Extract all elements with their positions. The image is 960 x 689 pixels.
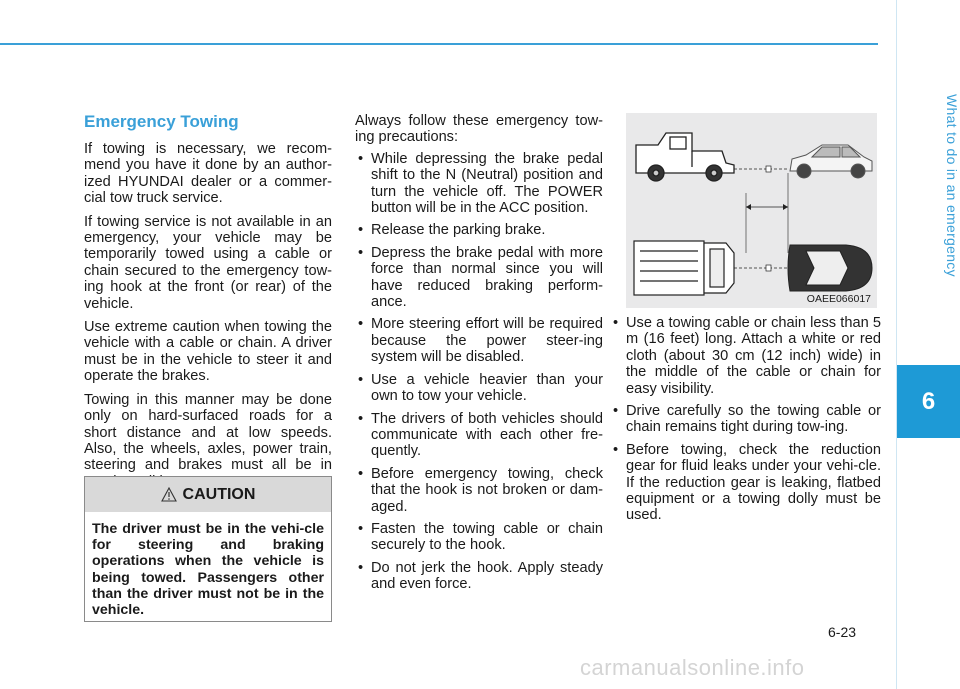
list-item: • Before emergency towing, check that the hook is not broken or dam-aged. xyxy=(355,466,603,515)
list-item: • Use a vehicle heavier than your own to tow your vehicle. xyxy=(355,372,603,405)
list-item: • Depress the brake pedal with more force than normal since you will have reduced braking perform-ance. xyxy=(355,245,603,311)
warning-icon xyxy=(161,487,177,502)
paragraph: Towing in this manner may be done only on hard-surfaced roads for a short distance and at low speeds. Also, the wheels, axles, power train, steering and brakes must all be in xyxy=(84,391,332,474)
right-column xyxy=(610,315,881,530)
caution-header xyxy=(85,477,331,512)
list-item: • Fasten the towing cable or chain securely to the hook. xyxy=(355,521,603,554)
middle-column xyxy=(355,113,603,599)
paragraph: If towing is necessary, we recom-mend you have it done by an author-ized HYUNDAI dealer or a commer-cial tow truck service. xyxy=(84,141,332,207)
tow-truck-side xyxy=(636,133,734,181)
header-rule xyxy=(0,43,878,45)
list-item: • The drivers of both vehicles should communicate with each other fre-quently. xyxy=(355,411,603,460)
list-item: • Use a towing cable or chain less than 5 m (16 feet) long. Attach a white or red cloth (about 30 cm (12 inch) wide) in the middle of the cable or chain for easy visibility. xyxy=(610,315,881,397)
list-item: • More steering effort will be required because the power steer-ing system will be disabled. xyxy=(355,316,603,365)
towing-diagram xyxy=(626,113,877,308)
precautions-list-continued xyxy=(610,315,881,524)
list-item: • Drive carefully so the towing cable or chain remains tight during tow-ing. xyxy=(610,403,881,436)
left-column xyxy=(84,112,332,497)
list-item: • Release the parking brake. xyxy=(355,222,603,238)
chapter-tab xyxy=(897,365,960,438)
tow-truck-top xyxy=(634,241,734,295)
figure-code: OAEE066017 xyxy=(806,293,871,305)
caution-box xyxy=(84,476,332,622)
chapter-title: What to do in an emergency xyxy=(944,93,960,277)
car-side xyxy=(790,145,872,178)
towing-illustration xyxy=(626,113,877,308)
chapter-number: 6 xyxy=(921,387,936,415)
caution-title: CAUTION xyxy=(182,485,256,503)
precautions-intro: Always follow these emergency tow-ing precautions: xyxy=(355,113,603,146)
list-item: • Before towing, check the reduction gear for fluid leaks under your vehi-cle. If the reduction gear is leaking, flatbed equipment or a towing dolly must be used. xyxy=(610,442,881,524)
car-top xyxy=(788,245,872,291)
list-item: • Do not jerk the hook. Apply steady and even force. xyxy=(355,560,603,593)
paragraph: Use extreme caution when towing the vehicle with a cable or chain. A driver must be in the vehicle to steer it and operate the brakes. xyxy=(84,319,332,385)
watermark: carmanualsonline.info xyxy=(580,655,805,680)
paragraph: If towing service is not available in an emergency, your vehicle may be temporarily towed using a cable or chain secured to the emergency tow-ing hook at the front (or rear) of the vehicle. xyxy=(84,213,332,312)
precautions-list xyxy=(355,151,603,593)
page-number: 6-23 xyxy=(828,624,857,640)
section-heading: Emergency Towing xyxy=(84,112,239,131)
list-item: • While depressing the brake pedal shift to the N (Neutral) position and turn the vehicle off. The POWER button will be in the ACC position. xyxy=(355,151,603,217)
caution-text: The driver must be in the vehi-cle for steering and braking operations when the vehicle is being towed. Passengers other than the driver must not be in the vehicle. xyxy=(92,521,324,619)
